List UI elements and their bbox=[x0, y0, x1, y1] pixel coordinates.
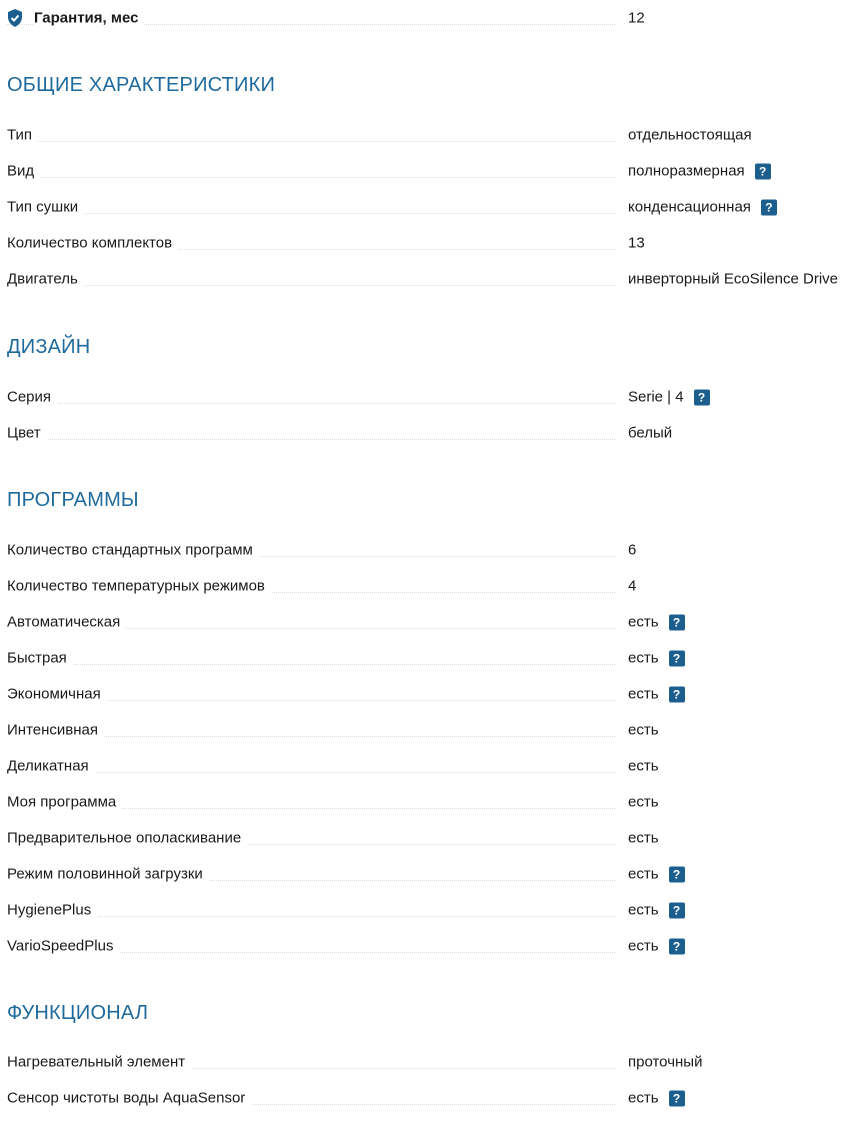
spec-value-text: есть bbox=[628, 757, 659, 775]
help-icon[interactable]: ? bbox=[669, 650, 685, 666]
shield-check-icon bbox=[7, 9, 23, 27]
spec-value bbox=[628, 271, 838, 288]
spec-value-text: проточный bbox=[628, 1053, 703, 1071]
spec-row bbox=[0, 1080, 853, 1116]
spec-row bbox=[0, 748, 853, 784]
spec-value-text: полноразмерная bbox=[628, 162, 745, 180]
spec-row bbox=[0, 712, 853, 748]
help-icon[interactable]: ? bbox=[669, 938, 685, 954]
help-icon[interactable]: ? bbox=[761, 199, 777, 215]
spec-value bbox=[628, 902, 685, 919]
spec-value-text: есть bbox=[628, 685, 659, 703]
spec-row bbox=[0, 532, 853, 568]
spec-row bbox=[0, 568, 853, 604]
spec-row bbox=[0, 676, 853, 712]
spec-row bbox=[0, 1044, 853, 1080]
spec-value bbox=[628, 758, 659, 775]
spec-label: Цвет bbox=[7, 425, 47, 442]
help-icon[interactable]: ? bbox=[669, 902, 685, 918]
spec-row bbox=[0, 225, 853, 261]
help-icon[interactable]: ? bbox=[669, 614, 685, 630]
spec-label: Количество температурных режимов bbox=[7, 578, 271, 595]
spec-value-text: отдельностоящая bbox=[628, 126, 752, 144]
spec-label: Деликатная bbox=[7, 758, 95, 775]
spec-value bbox=[628, 866, 685, 883]
dotted-leader bbox=[7, 141, 615, 142]
spec-value bbox=[628, 722, 659, 739]
warranty-value-text: 12 bbox=[628, 9, 645, 27]
spec-value bbox=[628, 650, 685, 667]
spec-row bbox=[0, 892, 853, 928]
spec-label: Моя программа bbox=[7, 794, 122, 811]
spec-value bbox=[628, 542, 636, 559]
spec-value-text: инверторный EcoSilence Drive bbox=[628, 270, 839, 288]
spec-row bbox=[0, 415, 853, 451]
spec-value bbox=[628, 163, 771, 180]
section-title-general: ОБЩИЕ ХАРАКТЕРИСТИКИ bbox=[7, 74, 276, 96]
spec-value bbox=[628, 1054, 702, 1071]
spec-row bbox=[0, 379, 853, 415]
spec-value-text: конденсационная bbox=[628, 198, 751, 216]
dotted-leader bbox=[7, 439, 615, 440]
spec-label: Режим половинной загрузки bbox=[7, 866, 209, 883]
spec-row bbox=[0, 856, 853, 892]
warranty-row bbox=[0, 0, 853, 36]
spec-value-text: белый bbox=[628, 424, 673, 442]
spec-value bbox=[628, 127, 752, 144]
section-title-design: ДИЗАЙН bbox=[7, 336, 91, 358]
spec-label: Вид bbox=[7, 163, 40, 180]
spec-value-text: есть bbox=[628, 829, 659, 847]
spec-label: Интенсивная bbox=[7, 722, 104, 739]
spec-value bbox=[628, 1090, 685, 1107]
spec-value-text: есть bbox=[628, 613, 659, 631]
dotted-leader bbox=[7, 403, 615, 404]
spec-label: Серия bbox=[7, 389, 57, 406]
dotted-leader bbox=[7, 772, 615, 773]
spec-row bbox=[0, 189, 853, 225]
spec-label: Быстрая bbox=[7, 650, 73, 667]
spec-value-text: есть bbox=[628, 865, 659, 883]
spec-value bbox=[628, 794, 659, 811]
spec-value-text: Serie | 4 bbox=[628, 388, 684, 406]
warranty-value bbox=[628, 10, 645, 27]
spec-row bbox=[0, 604, 853, 640]
spec-value bbox=[628, 389, 710, 406]
spec-label: Автоматическая bbox=[7, 614, 126, 631]
spec-value-text: 4 bbox=[628, 577, 637, 595]
spec-value-text: есть bbox=[628, 1089, 659, 1107]
spec-row bbox=[0, 153, 853, 189]
spec-value-text: есть bbox=[628, 901, 659, 919]
spec-value-text: есть bbox=[628, 721, 659, 739]
spec-value-text: есть bbox=[628, 793, 659, 811]
spec-value-text: есть bbox=[628, 937, 659, 955]
spec-label: VarioSpeedPlus bbox=[7, 938, 119, 955]
spec-value bbox=[628, 614, 685, 631]
help-icon[interactable]: ? bbox=[669, 686, 685, 702]
help-icon[interactable]: ? bbox=[694, 389, 710, 405]
spec-value bbox=[628, 830, 659, 847]
help-icon[interactable]: ? bbox=[669, 1090, 685, 1106]
help-icon[interactable]: ? bbox=[669, 866, 685, 882]
section-title-programs: ПРОГРАММЫ bbox=[7, 489, 139, 511]
dotted-leader bbox=[7, 177, 615, 178]
spec-label: Тип bbox=[7, 127, 38, 144]
spec-row bbox=[0, 820, 853, 856]
spec-value bbox=[628, 578, 636, 595]
spec-label: HygienePlus bbox=[7, 902, 97, 919]
spec-label: Тип сушки bbox=[7, 199, 84, 216]
spec-label: Экономичная bbox=[7, 686, 107, 703]
help-icon[interactable]: ? bbox=[755, 163, 771, 179]
spec-label: Нагревательный элемент bbox=[7, 1054, 191, 1071]
spec-label: Предварительное ополаскивание bbox=[7, 830, 247, 847]
spec-label: Сенсор чистоты воды AquaSensor bbox=[7, 1090, 251, 1107]
dotted-leader bbox=[7, 664, 615, 665]
spec-row bbox=[0, 117, 853, 153]
spec-value-text: 13 bbox=[628, 234, 645, 252]
spec-value bbox=[628, 425, 672, 442]
spec-row bbox=[0, 784, 853, 820]
spec-value-text: 6 bbox=[628, 541, 637, 559]
spec-label: Двигатель bbox=[7, 271, 84, 288]
spec-label: Количество стандартных программ bbox=[7, 542, 259, 559]
section-title-functional: ФУНКЦИОНАЛ bbox=[7, 1002, 149, 1024]
spec-value bbox=[628, 199, 777, 216]
spec-row bbox=[0, 640, 853, 676]
spec-row bbox=[0, 261, 853, 297]
warranty-label: Гарантия, мес bbox=[34, 10, 144, 27]
dotted-leader bbox=[7, 285, 615, 286]
dotted-leader bbox=[7, 213, 615, 214]
spec-value-text: есть bbox=[628, 649, 659, 667]
dotted-leader bbox=[7, 916, 615, 917]
spec-row bbox=[0, 928, 853, 964]
spec-value bbox=[628, 235, 645, 252]
spec-value bbox=[628, 938, 685, 955]
spec-label: Количество комплектов bbox=[7, 235, 178, 252]
spec-value bbox=[628, 686, 685, 703]
